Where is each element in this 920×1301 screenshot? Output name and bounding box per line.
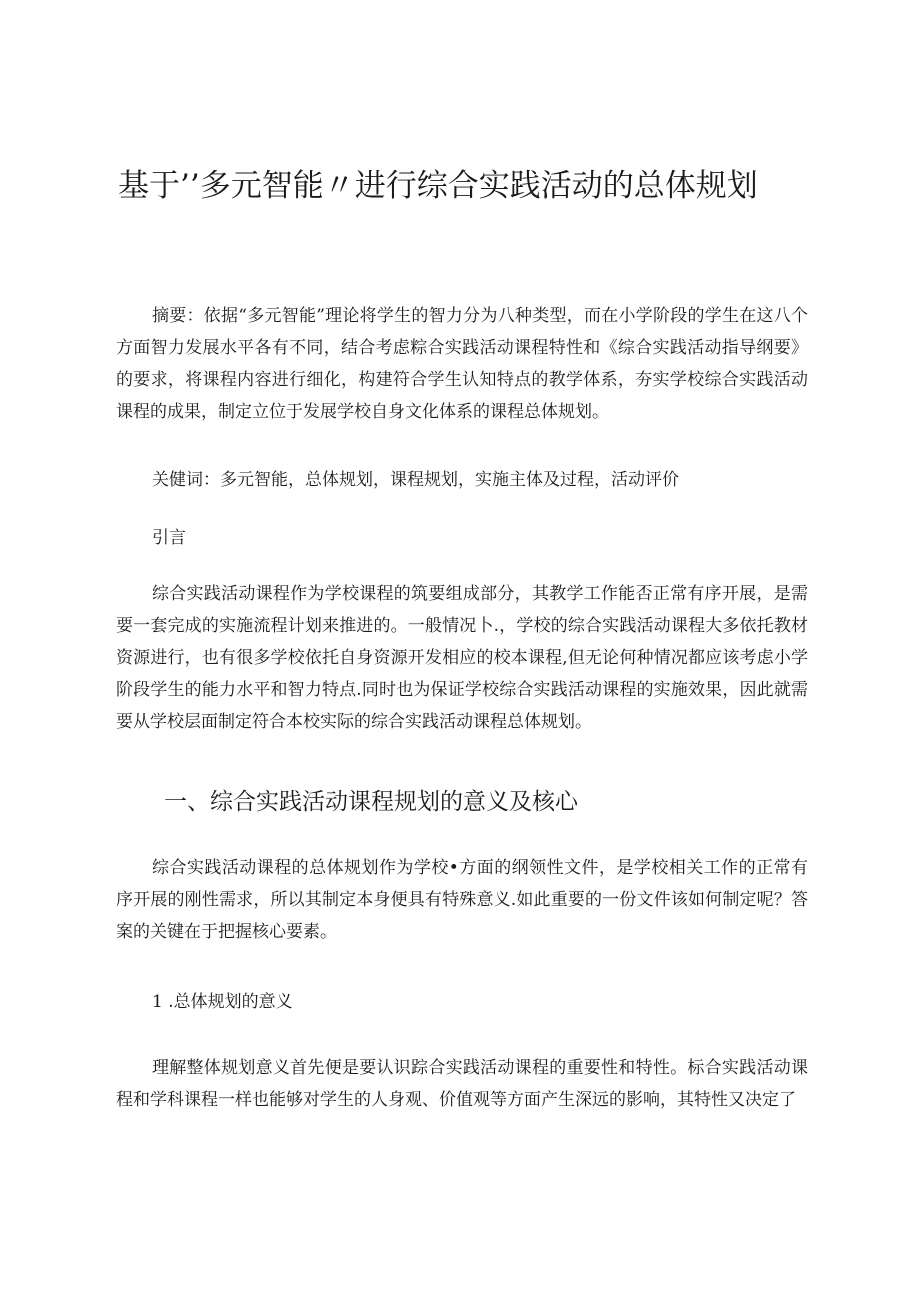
section-1-paragraph: 综合实践活动课程的总体规划作为学校•方面的纲领性文件，是学校相关工作的正常有序开展的刚性需求，所以其制定本身便具有特殊意义.如此重要的一份文件该如何制定呢？答案的关键在于把握核心要素。	[116, 858, 808, 942]
abstract-paragraph: 摘要：依据“多元智能”理论将学生的智力分为八种类型，而在小学阶段的学生在这八个方面智力发展水平各有不同，结合考虑粽合实践活动课程特性和《综合实践活动指导纲要》的要求，将课程内容进行细化，构建符合学生认知特点的教学体系，夯实学校综合实践活动课程的成果，制定立位于发展学校自身文化体系的课程总体规划。	[116, 306, 808, 422]
subsection-1-paragraph: 理解整体规划意义首先便是要认识踪合实践活动课程的重要性和特性。标合实践活动课程和学科课程一样也能够对学生的人身观、价值观等方面产生深远的影响，其特性又决定了	[116, 1058, 808, 1110]
keywords-line: 关健词：多元智能，总体规划，课程规划，实施主体及过程，活动评价	[152, 470, 679, 490]
section-1-heading: 一、综合实践活动课程规划的意义及核心	[164, 789, 578, 815]
subsection-1-heading: 1 .总体规划的意义	[152, 992, 293, 1012]
intro-heading: 引言	[152, 528, 186, 548]
intro-paragraph: 综合实践活动课程作为学校课程的筑要组成部分，其教学工作能否正常有序开展，是需要一套完成的实施流程计划来推进的。一般情况卜.，学校的综合实践活动课程大多依托教材资源进行，也有很多学校依托自身资源开发相应的校本课程,但无论何种情况都应该考虑小学阶段学生的能力水平和智力特点.同时也为保证学校综合实践活动课程的实施效果，因此就需要从学校层面制定符合本校实际的综合实践活动课程总体规划。	[116, 584, 808, 732]
document-title: 基于’’多元智能〃进行综合实践活动的总体规划	[118, 168, 758, 204]
